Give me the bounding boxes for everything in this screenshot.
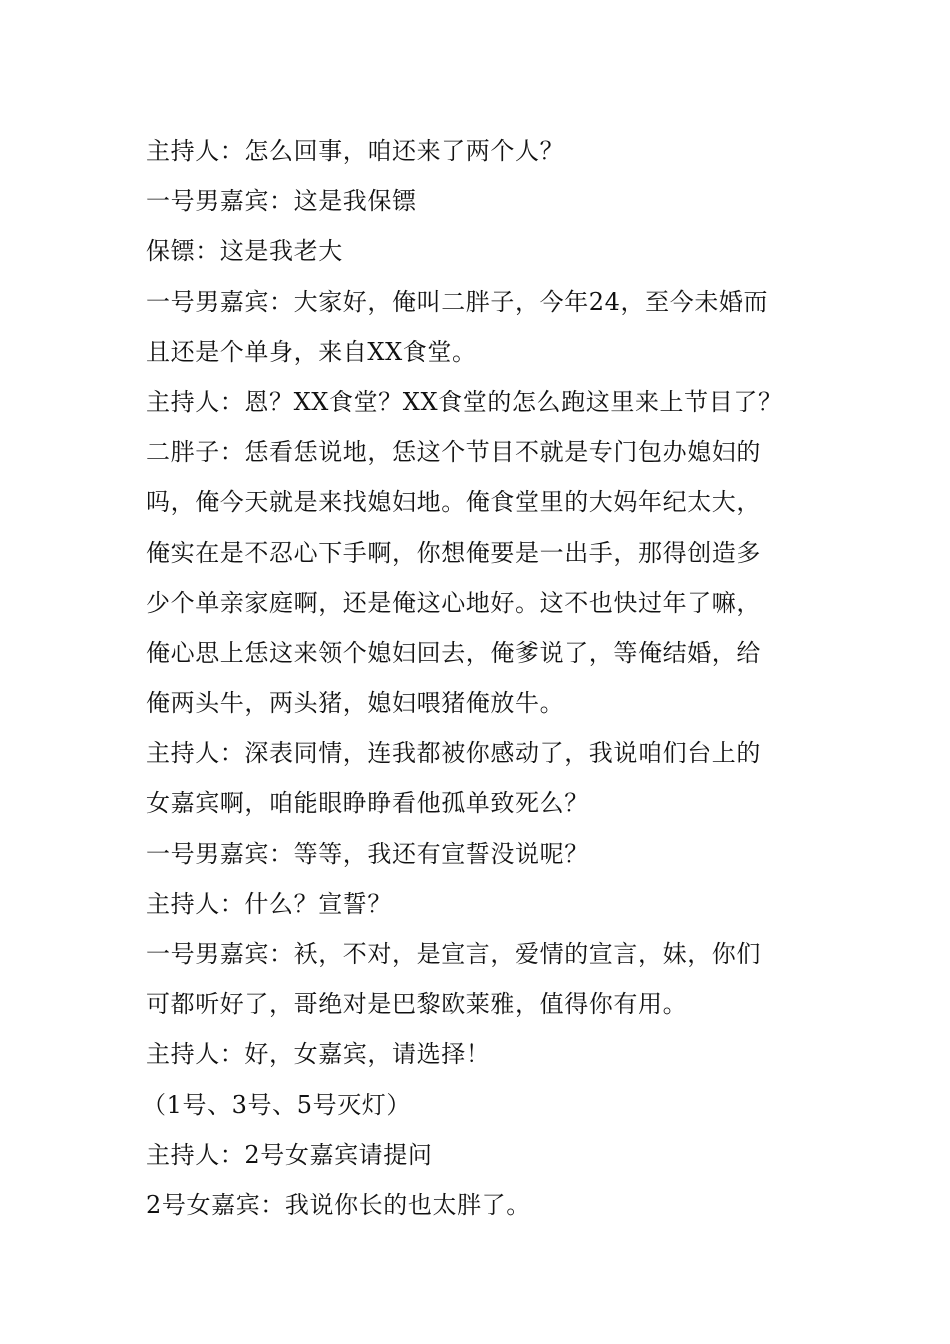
text-line: 俺心思上恁这来领个媳妇回去，俺爹说了，等俺结婚，给 bbox=[146, 638, 761, 667]
text-line: 吗，俺今天就是来找媳妇地。俺食堂里的大妈年纪太大， bbox=[146, 488, 761, 517]
document-body bbox=[142, 126, 806, 1230]
text-line: 俺实在是不忍心下手啊，你想俺要是一出手，那得创造多 bbox=[146, 538, 761, 567]
text-line: 俺两头牛，两头猪，媳妇喂猪俺放牛。 bbox=[146, 689, 565, 718]
text-line: 二胖子：恁看恁说地，恁这个节目不就是专门包办媳妇的 bbox=[146, 438, 761, 467]
text-line: 主持人：深表同情，连我都被你感动了，我说咱们台上的 bbox=[146, 739, 761, 768]
stage-direction-line: （1号、3号、5号灭灯） bbox=[142, 1090, 412, 1119]
text-line: 保镖：这是我老大 bbox=[146, 237, 343, 266]
text-line: 2号女嘉宾：我说你长的也太胖了。 bbox=[146, 1190, 531, 1219]
text-line: 主持人：恩？XX食堂？XX食堂的怎么跑这里来上节目了？ bbox=[146, 387, 783, 416]
text-line: 且还是个单身，来自XX食堂。 bbox=[146, 337, 477, 366]
text-line: 一号男嘉宾：大家好，俺叫二胖子，今年24，至今未婚而 bbox=[146, 287, 769, 316]
text-line: 一号男嘉宾：这是我保镖 bbox=[146, 187, 417, 216]
text-line: 主持人：什么？宣誓？ bbox=[146, 889, 392, 918]
text-line: 主持人：2号女嘉宾请提问 bbox=[146, 1140, 433, 1169]
text-line: 一号男嘉宾：袄，不对，是宣言，爱情的宣言，妹，你们 bbox=[146, 940, 761, 968]
text-line: 主持人：怎么回事，咱还来了两个人？ bbox=[146, 137, 565, 165]
text-line: 主持人：好，女嘉宾，请选择！ bbox=[146, 1040, 491, 1069]
text-line: 女嘉宾啊，咱能眼睁睁看他孤单致死么？ bbox=[146, 789, 589, 818]
text-line: 少个单亲家庭啊，还是俺这心地好。这不也快过年了嘛， bbox=[146, 588, 761, 617]
text-line: 一号男嘉宾：等等，我还有宣誓没说呢？ bbox=[146, 839, 589, 868]
text-line: 可都听好了，哥绝对是巴黎欧莱雅，值得你有用。 bbox=[146, 990, 688, 1019]
